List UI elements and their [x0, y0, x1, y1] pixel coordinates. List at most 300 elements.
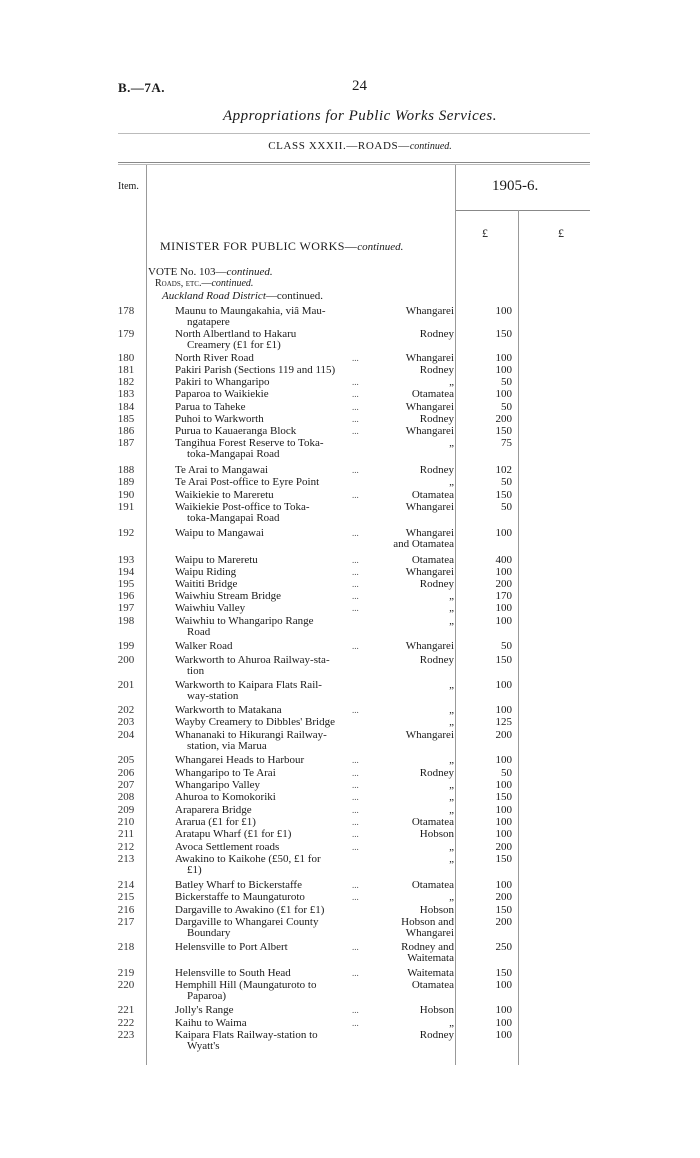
leader-dots: ... [352, 426, 359, 436]
leader-dots: ... [352, 880, 359, 890]
road-name-line: Avoca Settlement roads [175, 841, 280, 853]
leader-dots: ... [352, 641, 359, 651]
road-name-line: Batley Wharf to Bickerstaffe [175, 879, 302, 891]
road-name-line: Kaipara Flats Railway-station to [175, 1029, 318, 1041]
road-name [175, 968, 375, 979]
amount: 100 [495, 1017, 512, 1029]
item-number: 219 [117, 967, 135, 979]
amount: 100 [495, 1029, 512, 1041]
county-district [372, 616, 454, 627]
amount: 150 [495, 904, 512, 916]
road-name [175, 555, 375, 566]
county-district-line: Rodney [419, 654, 454, 666]
road-name [175, 717, 375, 728]
amount: 150 [495, 654, 512, 666]
item-number: 194 [117, 566, 135, 578]
road-name-line: Purua to Kauaeranga Block [175, 425, 297, 437]
county-district-line: „ [449, 704, 454, 716]
class-heading-continued: continued. [409, 141, 452, 152]
road-name-line: Dargaville to Whangarei County [175, 916, 319, 928]
road-name-continuation: tion [187, 665, 205, 677]
leader-dots: ... [352, 968, 359, 978]
road-name-continuation: toka-Mangapai Road [187, 448, 280, 460]
county-district [372, 917, 454, 939]
county-district-line: „ [449, 853, 454, 865]
item-number: 209 [117, 804, 135, 816]
road-name [175, 905, 375, 916]
county-district [372, 306, 454, 317]
road-name [175, 817, 375, 828]
item-number: 197 [117, 602, 135, 614]
road-name-line: Ahuroa to Komokoriki [175, 791, 276, 803]
road-name-line: Pakiri Parish (Sections 119 and 115) [175, 364, 336, 376]
county-district-line: Otamatea [411, 816, 454, 828]
road-name [175, 792, 375, 803]
leader-dots: ... [352, 567, 359, 577]
road-name [175, 780, 375, 791]
road-name-line: Helensville to Port Albert [175, 941, 288, 953]
amount: 102 [495, 464, 512, 476]
county-district-line: Hobson and [401, 916, 454, 928]
road-name [175, 502, 375, 524]
county-district-line: Rodney [419, 767, 454, 779]
road-name [175, 1005, 375, 1016]
road-name [175, 730, 375, 752]
county-district [372, 414, 454, 425]
amount: 100 [495, 879, 512, 891]
district-heading-continued: —continued. [265, 290, 324, 302]
road-name [175, 917, 375, 939]
leader-dots: ... [352, 389, 359, 399]
amount: 100 [495, 979, 512, 991]
amount: 200 [495, 578, 512, 590]
road-name-line: Te Arai Post-office to Eyre Point [175, 476, 320, 488]
county-district-line: Rodney [419, 578, 454, 590]
road-name [175, 329, 375, 351]
road-name-line: Warkworth to Ahuroa Railway-sta- [175, 654, 330, 666]
county-district-line: Otamatea [411, 554, 454, 566]
road-name-line: Bickerstaffe to Maungaturoto [175, 891, 305, 903]
county-district-line: Rodney [419, 464, 454, 476]
road-name [175, 465, 375, 476]
county-district-line: Whangarei [405, 729, 454, 741]
amount: 125 [495, 716, 512, 728]
road-name-line: North Albertland to Hakaru [175, 328, 297, 340]
county-district-line: Waitemata [407, 967, 454, 979]
county-district-line: Rodney [419, 328, 454, 340]
county-district [372, 892, 454, 903]
county-district [372, 591, 454, 602]
county-district-line: Otamatea [411, 979, 454, 991]
item-number: 212 [117, 841, 135, 853]
county-district-line: „ [449, 754, 454, 766]
county-district [372, 842, 454, 853]
minister-heading-text: MINISTER FOR PUBLIC WORKS— [160, 239, 358, 253]
leader-dots: ... [352, 1018, 359, 1028]
amount: 100 [495, 679, 512, 691]
leader-dots: ... [352, 705, 359, 715]
road-name-line: Waikiekie Post-office to Toka- [175, 501, 310, 513]
road-name-line: Dargaville to Awakino (£1 for £1) [175, 904, 325, 916]
item-number: 182 [117, 376, 135, 388]
item-number: 215 [117, 891, 135, 903]
top-rule [118, 133, 590, 134]
road-name [175, 477, 375, 488]
item-number: 199 [117, 640, 135, 652]
leader-dots: ... [352, 490, 359, 500]
item-number: 214 [117, 879, 135, 891]
county-district-line: Whangarei [405, 352, 454, 364]
county-district [372, 477, 454, 488]
county-district-line: „ [449, 791, 454, 803]
road-name-line: Warkworth to Kaipara Flats Rail- [175, 679, 322, 691]
item-number: 183 [117, 388, 135, 400]
county-district-line: Rodney [419, 364, 454, 376]
item-number: 210 [117, 816, 135, 828]
county-district-continuation: Whangarei [405, 927, 454, 939]
road-name [175, 616, 375, 638]
county-district [372, 528, 454, 550]
item-number: 203 [117, 716, 135, 728]
county-district-line: „ [449, 679, 454, 691]
road-name [175, 980, 375, 1002]
leader-dots: ... [352, 805, 359, 815]
leader-dots: ... [352, 842, 359, 852]
amount: 100 [495, 804, 512, 816]
road-name [175, 705, 375, 716]
county-district-line: „ [449, 1017, 454, 1029]
road-name [175, 641, 375, 652]
item-number: 208 [117, 791, 135, 803]
road-name [175, 880, 375, 891]
amount: 50 [501, 640, 512, 652]
leader-dots: ... [352, 1005, 359, 1015]
year-rule [455, 210, 590, 211]
road-name [175, 655, 375, 677]
amount: 400 [495, 554, 512, 566]
amount: 200 [495, 916, 512, 928]
road-name-line: Waipu to Mangawai [175, 527, 264, 539]
item-number: 196 [117, 590, 135, 602]
county-district-line: „ [449, 602, 454, 614]
county-district-line: Otamatea [411, 879, 454, 891]
road-name-continuation: way-station [187, 690, 239, 702]
road-name-line: Maunu to Maungakahia, viâ Mau- [175, 305, 326, 317]
amount: 100 [495, 1004, 512, 1016]
county-district-line: „ [449, 615, 454, 627]
amount: 200 [495, 413, 512, 425]
item-number: 204 [117, 729, 135, 741]
header-rule-top [118, 162, 590, 163]
road-name [175, 579, 375, 590]
road-name-line: Hemphill Hill (Maungaturoto to [175, 979, 317, 991]
amount: 100 [495, 527, 512, 539]
leader-dots: ... [352, 591, 359, 601]
county-district-line: Hobson [419, 904, 454, 916]
county-district [372, 603, 454, 614]
document-code: B.—7A. [118, 80, 166, 95]
leader-dots: ... [352, 817, 359, 827]
county-district-line: Whangarei [405, 566, 454, 578]
road-name [175, 942, 375, 953]
leader-dots: ... [352, 353, 359, 363]
amount: 150 [495, 328, 512, 340]
road-name-line: Waiwhiu Stream Bridge [175, 590, 282, 602]
leader-dots: ... [352, 768, 359, 778]
item-number: 222 [117, 1017, 135, 1029]
road-name-line: Paparoa to Waikiekie [175, 388, 269, 400]
county-district [372, 829, 454, 840]
county-district-line: Whangarei [405, 425, 454, 437]
county-district [372, 567, 454, 578]
road-name [175, 567, 375, 578]
county-district-line: „ [449, 891, 454, 903]
county-district [372, 942, 454, 964]
county-district [372, 792, 454, 803]
county-district [372, 426, 454, 437]
road-name [175, 306, 375, 328]
leader-dots: ... [352, 603, 359, 613]
county-district [372, 655, 454, 666]
item-number: 205 [117, 754, 135, 766]
amount-column-rule [518, 210, 519, 1065]
road-name [175, 680, 375, 702]
item-number: 187 [117, 437, 135, 449]
county-district-line: Whangarei [405, 640, 454, 652]
item-number: 198 [117, 615, 135, 627]
county-district-line: Whangarei [405, 501, 454, 513]
road-name [175, 768, 375, 779]
leader-dots: ... [352, 792, 359, 802]
road-name [175, 353, 375, 364]
road-name-line: Waikiekie to Mareretu [175, 489, 274, 501]
county-district [372, 502, 454, 513]
roads-heading-continued: continued. [211, 278, 254, 289]
county-district [372, 805, 454, 816]
road-name-line: Waititi Bridge [175, 578, 238, 590]
amount: 200 [495, 891, 512, 903]
county-district-line: Rodney and [401, 941, 454, 953]
county-district-line: „ [449, 376, 454, 388]
road-name-line: Aratapu Wharf (£1 for £1) [175, 828, 292, 840]
item-number: 206 [117, 767, 135, 779]
item-number: 185 [117, 413, 135, 425]
page-number: 24 [352, 78, 367, 94]
road-name [175, 603, 375, 614]
county-district [372, 755, 454, 766]
amount: 50 [501, 767, 512, 779]
amount: 100 [495, 828, 512, 840]
header-rule-bottom [118, 164, 590, 165]
road-name-line: North River Road [175, 352, 254, 364]
county-district [372, 680, 454, 691]
county-district-line: Otamatea [411, 388, 454, 400]
item-number: 217 [117, 916, 135, 928]
road-name-line: Waiwhiu Valley [175, 602, 246, 614]
road-name-continuation: ngatapere [187, 316, 230, 328]
road-name-line: Te Arai to Mangawai [175, 464, 269, 476]
amount: 100 [495, 352, 512, 364]
road-name [175, 591, 375, 602]
vote-heading-continued: continued. [226, 266, 273, 278]
road-name [175, 528, 375, 539]
county-district-line: „ [449, 841, 454, 853]
vote-heading [148, 266, 273, 278]
road-name-line: Tangihua Forest Reserve to Toka- [175, 437, 324, 449]
county-district-line: „ [449, 476, 454, 488]
road-name-line: Jolly's Range [175, 1004, 234, 1016]
leader-dots: ... [352, 892, 359, 902]
minister-heading-continued: continued. [357, 241, 404, 253]
road-name [175, 414, 375, 425]
leader-dots: ... [352, 755, 359, 765]
road-name [175, 755, 375, 766]
county-district [372, 854, 454, 865]
county-district [372, 705, 454, 716]
amount: 100 [495, 364, 512, 376]
amount: 150 [495, 425, 512, 437]
amount: 100 [495, 704, 512, 716]
county-district [372, 465, 454, 476]
road-name [175, 829, 375, 840]
leader-dots: ... [352, 780, 359, 790]
county-district [372, 353, 454, 364]
item-number: 192 [117, 527, 135, 539]
road-name-continuation: Paparoa) [187, 990, 227, 1002]
district-heading-text: Auckland Road District [162, 290, 266, 302]
road-name-continuation: £1) [187, 864, 202, 876]
county-district-line: Hobson [419, 828, 454, 840]
county-district [372, 377, 454, 388]
amount: 150 [495, 489, 512, 501]
county-district [372, 780, 454, 791]
item-number: 223 [117, 1029, 135, 1041]
item-number: 202 [117, 704, 135, 716]
road-name [175, 402, 375, 413]
county-district [372, 365, 454, 376]
county-district-line: „ [449, 437, 454, 449]
county-district-line: Hobson [419, 1004, 454, 1016]
road-name-line: Wayby Creamery to Dibbles' Bridge [175, 716, 335, 728]
item-number: 189 [117, 476, 135, 488]
road-name [175, 892, 375, 903]
item-number: 220 [117, 979, 135, 991]
county-district-line: Whangarei [405, 401, 454, 413]
road-name [175, 1030, 375, 1052]
item-number: 179 [117, 328, 135, 340]
district-heading [162, 290, 323, 302]
county-district-continuation: Waitemata [407, 952, 454, 964]
road-name-line: Parua to Taheke [175, 401, 246, 413]
amount: 100 [495, 566, 512, 578]
road-name [175, 854, 375, 876]
item-number: 201 [117, 679, 135, 691]
leader-dots: ... [352, 579, 359, 589]
amount: 200 [495, 729, 512, 741]
county-district [372, 768, 454, 779]
county-district-line: Whangarei [405, 305, 454, 317]
county-district [372, 490, 454, 501]
roads-heading [155, 278, 253, 289]
minister-heading [160, 239, 403, 254]
county-district-line: „ [449, 804, 454, 816]
county-district [372, 730, 454, 741]
county-district-continuation: and Otamatea [393, 538, 454, 550]
road-name [175, 426, 375, 437]
item-number: 190 [117, 489, 135, 501]
road-name [175, 490, 375, 501]
county-district-line: Whangarei [405, 527, 454, 539]
amount: 75 [501, 437, 512, 449]
amount: 100 [495, 779, 512, 791]
county-district [372, 1018, 454, 1029]
item-number: 193 [117, 554, 135, 566]
road-name-line: Warkworth to Matakana [175, 704, 282, 716]
class-heading-text: CLASS XXXII.—ROADS— [268, 140, 410, 152]
item-number: 211 [117, 828, 135, 840]
road-name-line: Whangarei Heads to Harbour [175, 754, 305, 766]
road-name-continuation: station, via Marua [187, 740, 267, 752]
item-number: 200 [117, 654, 135, 666]
year-header: 1905-6. [492, 178, 539, 194]
amount: 200 [495, 841, 512, 853]
item-number: 184 [117, 401, 135, 413]
county-district [372, 579, 454, 590]
county-district-line: „ [449, 779, 454, 791]
road-name-line: Whananaki to Hikurangi Railway- [175, 729, 327, 741]
road-name-line: Walker Road [175, 640, 233, 652]
county-district [372, 980, 454, 991]
amount: 150 [495, 791, 512, 803]
item-number: 218 [117, 941, 135, 953]
amount: 170 [495, 590, 512, 602]
road-name-line: Waiwhiu to Whangaripo Range [175, 615, 314, 627]
item-number: 207 [117, 779, 135, 791]
leader-dots: ... [352, 402, 359, 412]
county-district [372, 402, 454, 413]
county-district [372, 1030, 454, 1041]
road-name [175, 389, 375, 400]
road-name [175, 842, 375, 853]
road-name-line: Awakino to Kaikohe (£50, £1 for [175, 853, 321, 865]
roads-heading-text: Roads, etc.— [155, 278, 212, 289]
item-number: 180 [117, 352, 135, 364]
road-name-line: Kaihu to Waima [175, 1017, 247, 1029]
road-name [175, 805, 375, 816]
county-district-line: Rodney [419, 1029, 454, 1041]
county-district [372, 968, 454, 979]
county-district-line: „ [449, 716, 454, 728]
road-name-line: Puhoi to Warkworth [175, 413, 264, 425]
amount: 100 [495, 602, 512, 614]
item-number: 195 [117, 578, 135, 590]
amount: 50 [501, 476, 512, 488]
amount: 150 [495, 967, 512, 979]
road-name-continuation: toka-Mangapai Road [187, 512, 280, 524]
item-number: 216 [117, 904, 135, 916]
currency-symbol-1: £ [482, 226, 488, 240]
county-district-line: Otamatea [411, 489, 454, 501]
road-name-line: Waipu Riding [175, 566, 237, 578]
item-column-rule [146, 165, 147, 1065]
leader-dots: ... [352, 829, 359, 839]
road-name-line: Pakiri to Whangaripo [175, 376, 270, 388]
item-number: 181 [117, 364, 135, 376]
county-district-line: Rodney [419, 413, 454, 425]
district-column-rule [455, 165, 456, 1065]
county-district [372, 905, 454, 916]
road-name-continuation: Creamery (£1 for £1) [187, 339, 281, 351]
